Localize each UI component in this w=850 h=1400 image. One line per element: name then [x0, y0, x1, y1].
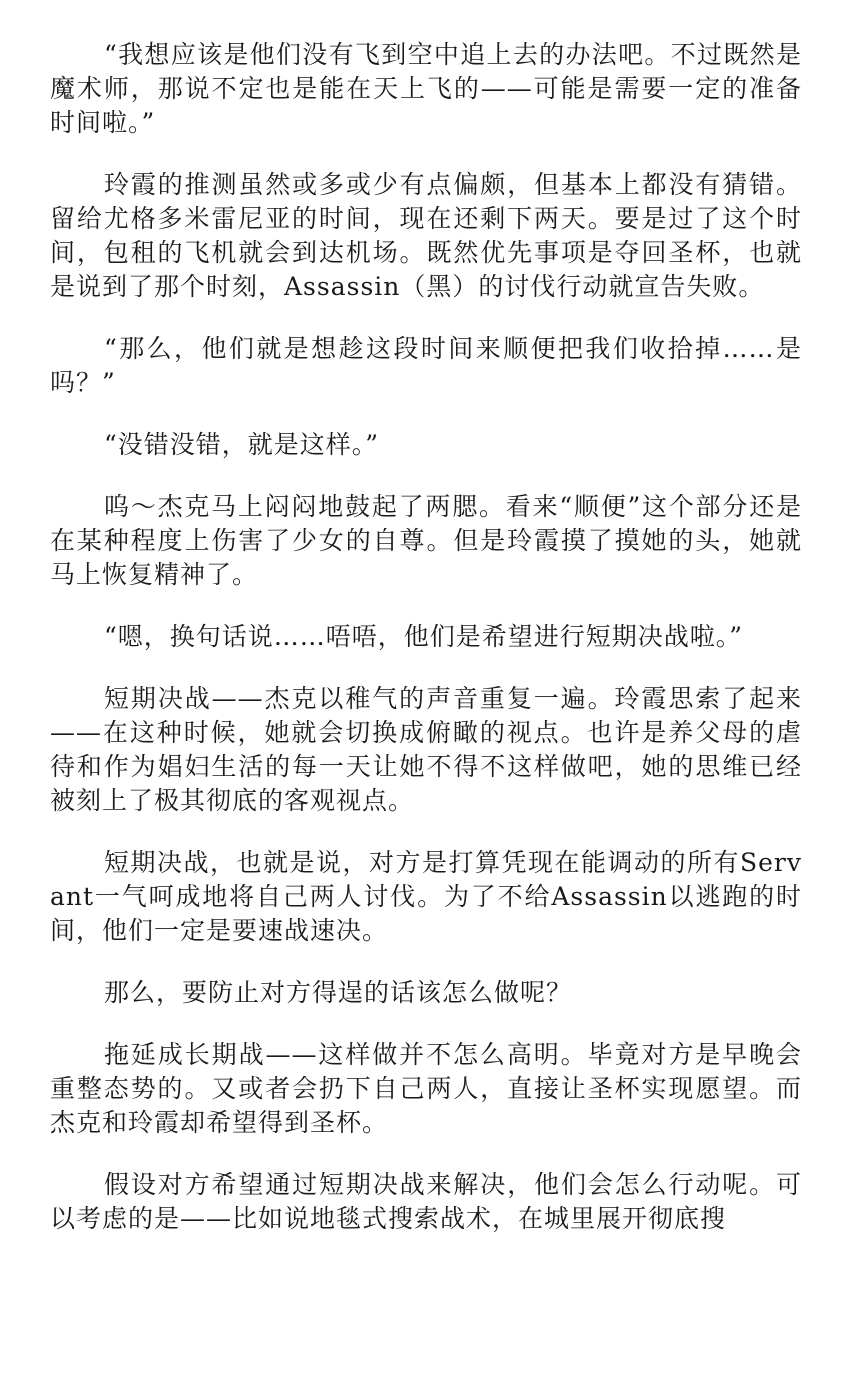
paragraph-6: “嗯，换句话说……唔唔，他们是希望进行短期决战啦。”	[104, 622, 744, 651]
paragraph-9: 那么，要防止对方得逞的话该怎么做呢？	[104, 978, 573, 1007]
document-page	[50, 38, 802, 1264]
paragraph-1: “我想应该是他们没有飞到空中追上去的办法吧。不过既然是魔术师，那说不定也是能在天上飞的——可能是需要一定的准备时间啦。”	[50, 40, 802, 137]
paragraph-8: 短期决战，也就是说，对方是打算凭现在能调动的所有Servant一气呵成地将自己两人讨伐。为了不给Assassin以逃跑的时间，他们一定是要速战速决。	[50, 848, 802, 945]
paragraph-11: 假设对方希望通过短期决战来解决，他们会怎么行动呢。可以考虑的是——比如说地毯式搜索战术，在城里展开彻底搜	[50, 1170, 802, 1233]
paragraph-3: “那么，他们就是想趁这段时间来顺便把我们收拾掉……是吗？”	[50, 334, 802, 397]
paragraph-4: “没错没错，就是这样。”	[104, 430, 380, 459]
paragraph-5: 呜～杰克马上闷闷地鼓起了两腮。看来“顺便”这个部分还是在某种程度上伤害了少女的自尊。但是玲霞摸了摸她的头，她就马上恢复精神了。	[50, 492, 802, 589]
paragraph-7: 短期决战——杰克以稚气的声音重复一遍。玲霞思索了起来——在这种时候，她就会切换成俯瞰的视点。也许是养父母的虐待和作为娼妇生活的每一天让她不得不这样做吧，她的思维已经被刻上了极其彻底的客观视点。	[50, 684, 802, 815]
paragraph-10: 拖延成长期战——这样做并不怎么高明。毕竟对方是早晚会重整态势的。又或者会扔下自己两人，直接让圣杯实现愿望。而杰克和玲霞却希望得到圣杯。	[50, 1040, 802, 1137]
paragraph-2: 玲霞的推测虽然或多或少有点偏颇，但基本上都没有猜错。留给尤格多米雷尼亚的时间，现在还剩下两天。要是过了这个时间，包租的飞机就会到达机场。既然优先事项是夺回圣杯，也就是说到了那个时刻，Assassin（黑）的讨伐行动就宣告失败。	[50, 170, 802, 301]
